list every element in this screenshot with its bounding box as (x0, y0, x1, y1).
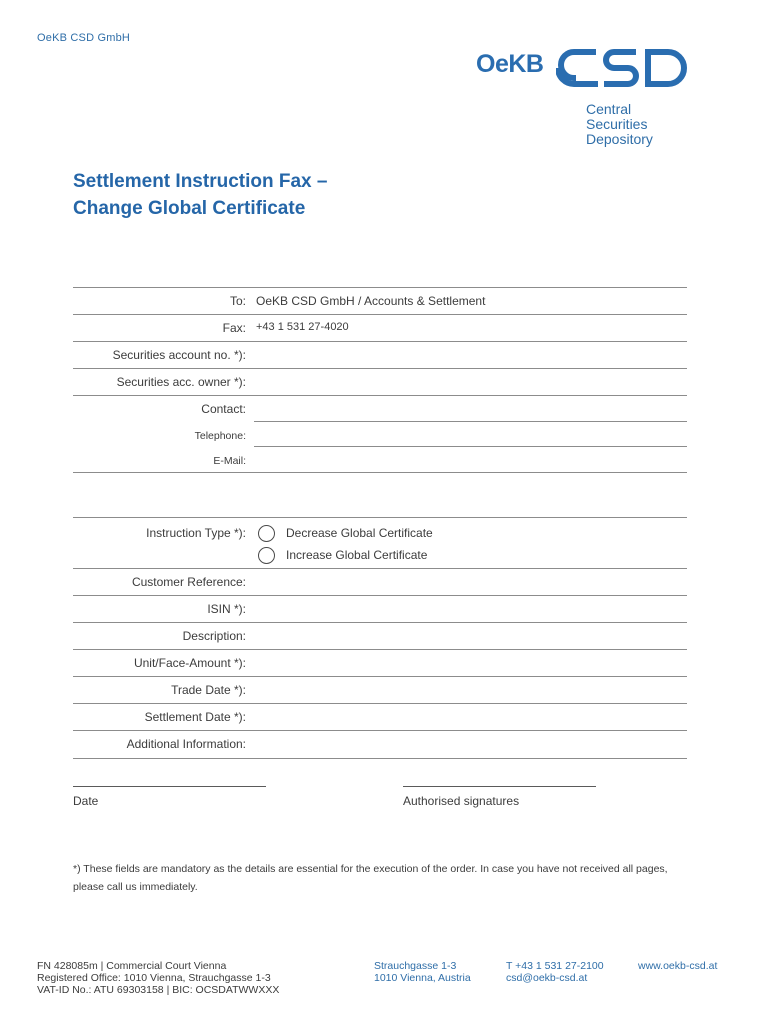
form-row-contact[interactable] (73, 395, 687, 422)
form-row-additional-information[interactable] (73, 730, 687, 759)
form-row-fax (73, 314, 687, 341)
radio-label-increase: Increase Global Certificate (286, 548, 428, 562)
label-securities-owner: Securities acc. owner *): (116, 375, 246, 389)
field-line (254, 421, 687, 422)
label-description: Description: (182, 629, 246, 643)
logo-sub-line3: Depository (586, 131, 653, 147)
company-name: OeKB CSD GmbH (37, 32, 131, 44)
label-securities-account: Securities account no. *): (112, 348, 246, 362)
form-row-email[interactable] (73, 447, 687, 473)
form-row-customer-reference[interactable] (73, 568, 687, 595)
footer-legal (37, 960, 279, 996)
form-row-isin[interactable] (73, 595, 687, 622)
instruction-type-row (73, 517, 687, 568)
label-to: To: (229, 294, 246, 308)
label-telephone: Telephone: (194, 430, 246, 442)
value-fax: +43 1 531 27-4020 (256, 321, 349, 333)
logo-sub-line2: Securities (586, 116, 648, 132)
label-email: E-Mail: (213, 455, 246, 467)
label-contact: Contact: (201, 402, 246, 416)
footer-legal-line3: VAT-ID No.: ATU 69303158 | BIC: OCSDATWWXXX (37, 984, 280, 996)
label-customer-reference: Customer Reference: (131, 575, 246, 589)
radio-circle-increase[interactable] (258, 547, 275, 564)
value-to: OeKB CSD GmbH / Accounts & Settlement (256, 294, 486, 308)
footer-address-line2: 1010 Vienna, Austria (374, 972, 471, 984)
form-row-telephone[interactable] (73, 422, 687, 447)
radio-circle-decrease[interactable] (258, 525, 275, 542)
label-isin: ISIN *): (207, 602, 246, 616)
date-label: Date (73, 794, 99, 808)
footer-website-link[interactable]: www.oekb-csd.at (638, 960, 718, 972)
label-additional-information: Additional Information: (126, 737, 246, 751)
label-settlement-date: Settlement Date *): (144, 710, 246, 724)
page-title (73, 168, 327, 222)
footer-legal-line2: Registered Office: 1010 Vienna, Strauchgasse 1-3 (37, 972, 271, 984)
oekb-csd-logo (476, 46, 720, 146)
radio-increase[interactable] (73, 546, 687, 568)
footer-contact (506, 960, 604, 984)
footer-address (374, 960, 471, 984)
label-unit-face-amount: Unit/Face-Amount *): (133, 656, 246, 670)
title-line1: Settlement Instruction Fax – (73, 171, 328, 192)
form-row-securities-owner[interactable] (73, 368, 687, 395)
date-signature-line (73, 786, 266, 787)
form-row-securities-account[interactable] (73, 341, 687, 368)
radio-decrease[interactable] (73, 524, 687, 546)
form-row-trade-date[interactable] (73, 676, 687, 703)
label-trade-date: Trade Date *): (171, 683, 246, 697)
title-line2: Change Global Certificate (73, 198, 306, 219)
authorised-signatures-label: Authorised signatures (403, 794, 520, 808)
logo-wordmark: OeKB (476, 50, 544, 78)
footer-legal-line1: FN 428085m | Commercial Court Vienna (37, 960, 227, 972)
form-row-description[interactable] (73, 622, 687, 649)
mandatory-fields-note: *) These fields are mandatory as the details are essential for the execution of the order. In case you have not received all pages, please call us immediately. (73, 863, 668, 893)
field-line (254, 446, 687, 447)
logo-sub-line1: Central (586, 101, 632, 117)
label-instruction-type: Instruction Type *): (146, 526, 246, 540)
label-fax: Fax: (222, 321, 246, 335)
form-row-settlement-date[interactable] (73, 703, 687, 730)
csd-logo-mark (556, 46, 716, 96)
footer-email-link[interactable]: csd@oekb-csd.at (506, 972, 588, 984)
authorised-signature-line (403, 786, 596, 787)
footer-phone: T +43 1 531 27-2100 (506, 960, 604, 972)
recipient-block (73, 287, 687, 473)
radio-label-decrease: Decrease Global Certificate (286, 526, 433, 540)
form-row-to (73, 287, 687, 314)
instruction-block (73, 517, 687, 759)
form-row-unit-face-amount[interactable] (73, 649, 687, 676)
footer-address-line1: Strauchgasse 1-3 (374, 960, 457, 972)
